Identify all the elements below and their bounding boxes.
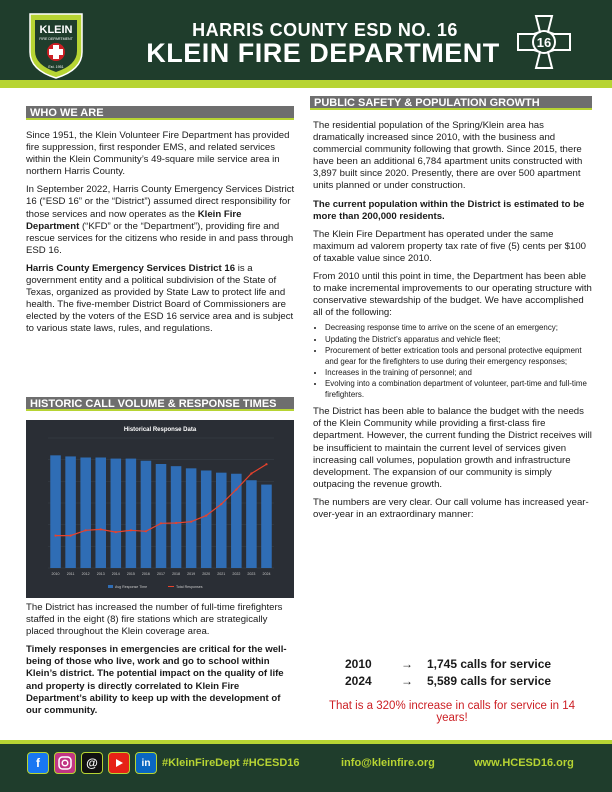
chart-x-tick-label: 2017 (157, 572, 165, 576)
chart-bar (186, 468, 197, 568)
chart-bar (171, 466, 182, 568)
chart-x-tick-label: 2018 (172, 572, 181, 576)
chart-x-tick-label: 2020 (202, 572, 211, 576)
historic-body (26, 602, 296, 723)
who-we-are-paragraph-2 (26, 184, 296, 257)
chart-point (250, 472, 252, 474)
chart-x-tick-label: 2019 (187, 572, 196, 576)
chart-x-tick-label: 2012 (81, 572, 90, 576)
who-we-are-body (26, 130, 296, 342)
chart-bar (156, 464, 167, 568)
chart-bar (261, 485, 272, 568)
klein-fire-badge-icon (26, 8, 86, 80)
chart-bar (80, 458, 91, 569)
list-item: • Procurement of better extrication tools and personal protective equipment and gear for the firefighters to use during their emergency responses; (325, 346, 593, 367)
response-chart-svg (26, 420, 294, 598)
footer-email-link[interactable]: info@kleinfire.org (341, 757, 435, 769)
chart-x-tick-label: 2022 (232, 572, 241, 576)
public-safety-body (313, 120, 593, 527)
stat-row-2010 (345, 656, 585, 673)
chart-point (235, 488, 237, 490)
badge-title: KLEIN (39, 24, 73, 36)
chart-x-tick-label: 2023 (247, 572, 256, 576)
stat-calls: 1,745 calls for service (427, 657, 552, 671)
instagram-icon[interactable] (54, 752, 76, 774)
chart-x-tick-label: 2013 (96, 572, 105, 576)
who-we-are-paragraph-1: Since 1951, the Klein Volunteer Fire Department has provided fire suppression, first responder EMS, and related services within the Klein Community’s 49-square mile service area in northern Harris County. (26, 130, 290, 178)
historic-paragraph-2: Timely responses in emergencies are critical for the well-being of those who live, work and go to school within Klein’s district. The potential impact on the quality of life and property is directly correlated to Klein Fire Department’s ability to keep up with the development of our community. (26, 644, 287, 716)
chart-x-tick-label: 2015 (126, 572, 135, 576)
public-safety-heading: PUBLIC SAFETY & POPULATION GROWTH (310, 96, 592, 110)
response-chart (26, 420, 294, 598)
chart-title: Historical Response Data (123, 427, 197, 433)
list-item: • Decreasing response time to arrive on the scene of an emergency; (325, 323, 593, 333)
list-item: • Evolving into a combination department of volunteer, part-time and full-time firefighters. (325, 379, 593, 400)
chart-point (175, 522, 177, 524)
chart-point (205, 515, 207, 517)
chart-point (130, 529, 132, 531)
stat-calls: 5,589 calls for service (427, 674, 552, 688)
chart-bar (65, 456, 76, 568)
numbers-paragraph: The numbers are very clear. Our call volume has increased year-over-year in an extraordinary manner: (313, 496, 589, 520)
youtube-icon[interactable] (108, 752, 130, 774)
list-item: • Updating the District’s apparatus and vehicle fleet; (325, 335, 593, 345)
badge-year: Est. 1951 (48, 65, 64, 69)
accomplishments-list (325, 323, 593, 400)
chart-bar (126, 459, 137, 568)
badge-subtitle: FIRE DEPARTMENT (39, 37, 73, 41)
linkedin-icon[interactable]: in (135, 752, 157, 774)
p3-text-b: is a government entity and a political subdivision of the State of Texas, organized as provided by State Law to protect life and health. The five-member District Board of Commissioners are elected by the voters of the ESD 16 service area and is subject to various state laws, rules, and regulations. (26, 262, 294, 335)
chart-bar (246, 480, 257, 568)
footer-website-link[interactable]: www.HCESD16.org (474, 757, 574, 769)
historic-heading: HISTORIC CALL VOLUME & RESPONSE TIMES (26, 397, 294, 411)
chart-bar (95, 458, 106, 569)
stat-row-2024 (345, 673, 585, 690)
budget-paragraph: The District has been able to balance the budget with the needs of the Klein Community while providing a first-class fire department. However, the current funding the District receives will be insufficient to maintain the current level of services given increasing call volumes, population growth and infrastructure development. The expansion of our community is simply outpacing the revenue growth. (313, 406, 592, 490)
chart-bar (111, 459, 122, 568)
cross-number: 16 (536, 35, 552, 50)
list-item: • Increases in the training of personnel; and (325, 368, 593, 378)
chart-point (190, 521, 192, 523)
chart-point (115, 531, 117, 533)
chart-point (220, 503, 222, 505)
chart-bar (231, 474, 242, 568)
chart-point (70, 534, 72, 536)
chart-bar (201, 471, 212, 569)
stat-year: 2024 (345, 674, 372, 688)
chart-x-tick-label: 2024 (262, 572, 271, 576)
chart-bar (141, 461, 152, 568)
header-line-2: KLEIN FIRE DEPARTMENT (146, 38, 500, 68)
header-accent-bar (0, 80, 612, 88)
historic-paragraph-1: The District has increased the number of full-time firefighters staffed in the eight (8) fire stations which are strategically placed throughout the Klein coverage area. (26, 602, 283, 638)
who-we-are-heading: WHO WE ARE (26, 106, 294, 120)
call-stats (345, 656, 585, 690)
population-estimate: The current population within the District is estimated to be more than 200,000 residents. (313, 198, 585, 222)
footer-hashtags[interactable]: #KleinFireDept #HCESD16 (162, 757, 300, 769)
chart-x-tick-label: 2021 (217, 572, 226, 576)
p2-text-c: (“KFD” or the “Department”), providing fire and rescue services for the citizens who reside in and pass through ESD 16. (26, 220, 294, 256)
arrow-icon: → (401, 657, 413, 671)
chart-legend-swatch (108, 585, 113, 588)
increase-highlight: That is a 320% increase in calls for service in 14 years! (328, 700, 576, 724)
header-line-1: HARRIS COUNTY ESD NO. 16 (192, 20, 458, 40)
chart-x-tick-label: 2011 (66, 572, 75, 576)
chart-point (85, 529, 87, 531)
chart-x-tick-label: 2016 (141, 572, 150, 576)
improvements-paragraph: From 2010 until this point in time, the Department has been able to make incremental improvements to our operating structure with conservative stewardship of the budget. We have accomplished all of the following: (313, 271, 592, 319)
chart-bar (216, 473, 227, 568)
chart-x-tick-label: 2010 (51, 572, 60, 576)
tax-rate-paragraph: The Klein Fire Department has operated under the same maximum ad valorem property tax rate of five (5) cents per $100 of taxable value since 2010. (313, 228, 587, 264)
chart-point (160, 522, 162, 524)
arrow-icon: → (401, 674, 413, 688)
chart-x-tick-label: 2014 (111, 572, 120, 576)
chart-bar (50, 455, 61, 568)
chart-point (100, 528, 102, 530)
chart-point (145, 530, 147, 532)
p2-text-bold: Klein Fire Department (26, 208, 242, 232)
stat-year: 2010 (345, 657, 372, 671)
chart-point (265, 463, 267, 465)
chart-point (54, 534, 56, 536)
maltese-cross-icon (516, 14, 572, 70)
p3-text-bold: Harris County Emergency Services District 16 (26, 262, 236, 274)
p2-text-a: In September 2022, Harris County Emergency Services District 16 (“ESD 16” or the “District”) assumed direct responsibility for those services and now operates as the (26, 184, 295, 220)
public-safety-paragraph-1: The residential population of the Spring/Klein area has dramatically increased since 2010, with the business and commercial community following that growth. Since 2015, there have been an additional 6,784 apartment units constructed with 3,897 built since 2020. Presently, there are over 500 apartment units planned or under construction. (313, 120, 583, 192)
who-we-are-paragraph-3 (26, 263, 296, 336)
chart-legend-label: Avg Response Time (115, 585, 148, 589)
threads-icon[interactable]: @ (81, 752, 103, 774)
facebook-icon[interactable]: f (27, 752, 49, 774)
chart-legend-label: Total Responses (176, 585, 203, 589)
